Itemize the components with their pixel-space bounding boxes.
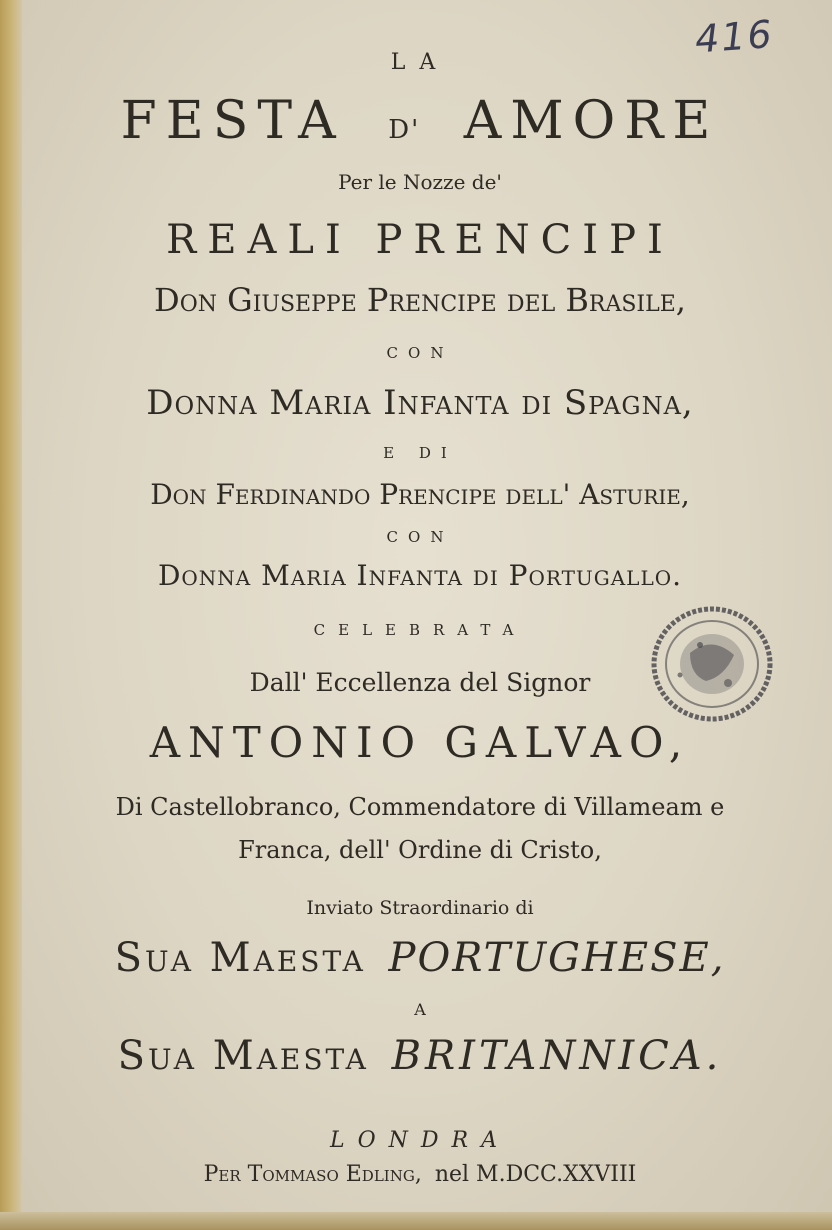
title-word-amore: AMORE: [463, 91, 720, 151]
imprint-line: [30, 1164, 810, 1186]
don-ferdinando-line: Don Ferdinando Prencipe dell' Asturie,: [150, 478, 690, 511]
don-giuseppe-line: Don Giuseppe Prencipe del Brasile,: [154, 281, 686, 319]
handwritten-catalog-number: 416: [693, 12, 775, 62]
donna-maria-portugallo-line: Donna Maria Infanta di Portugallo.: [157, 559, 683, 592]
con-line-1: CON: [386, 344, 454, 362]
portughese-word: PORTUGHESE,: [388, 935, 726, 981]
main-title: [30, 91, 810, 151]
britannica-word: BRITANNICA.: [391, 1033, 723, 1079]
sua-maesta-britannica-line: [30, 1033, 810, 1079]
inviato-line: Inviato Straordinario di: [306, 897, 534, 919]
sua-maesta-1: Sua Maesta: [114, 935, 366, 981]
sua-maesta-portughese-line: [30, 935, 810, 981]
di-castellobranco-line: Di Castellobranco, Commendatore di Villameam e: [115, 793, 725, 821]
franca-line: Franca, dell' Ordine di Cristo,: [238, 836, 602, 864]
celebrata-line: CELEBRATA: [313, 621, 527, 639]
title-word-d: D': [388, 115, 421, 145]
binding-edge: [0, 0, 22, 1230]
page-bottom-edge: [0, 1212, 832, 1230]
antonio-galvao-line: ANTONIO GALVAO,: [149, 718, 691, 767]
con-line-2: CON: [386, 528, 454, 546]
donna-maria-spagna-line: Donna Maria Infanta di Spagna,: [146, 383, 694, 423]
title-article: LA: [390, 50, 450, 75]
londra-line: LONDRA: [330, 1128, 510, 1153]
title-word-festa: FESTA: [120, 91, 345, 151]
reali-prencipi-line: REALI PRENCIPI: [166, 217, 674, 263]
library-stamp: [650, 605, 774, 723]
sua-maesta-2: Sua Maesta: [117, 1033, 369, 1079]
a-line: A: [414, 1000, 426, 1019]
publication-year: nel M.DCC.XXVIII: [434, 1162, 637, 1187]
printer-name: Per Tommaso Edling,: [203, 1162, 422, 1187]
e-di-line: E DI: [383, 444, 457, 462]
dall-eccellenza-line: Dall' Eccellenza del Signor: [249, 668, 591, 697]
per-le-nozze-line: Per le Nozze de': [338, 170, 502, 194]
